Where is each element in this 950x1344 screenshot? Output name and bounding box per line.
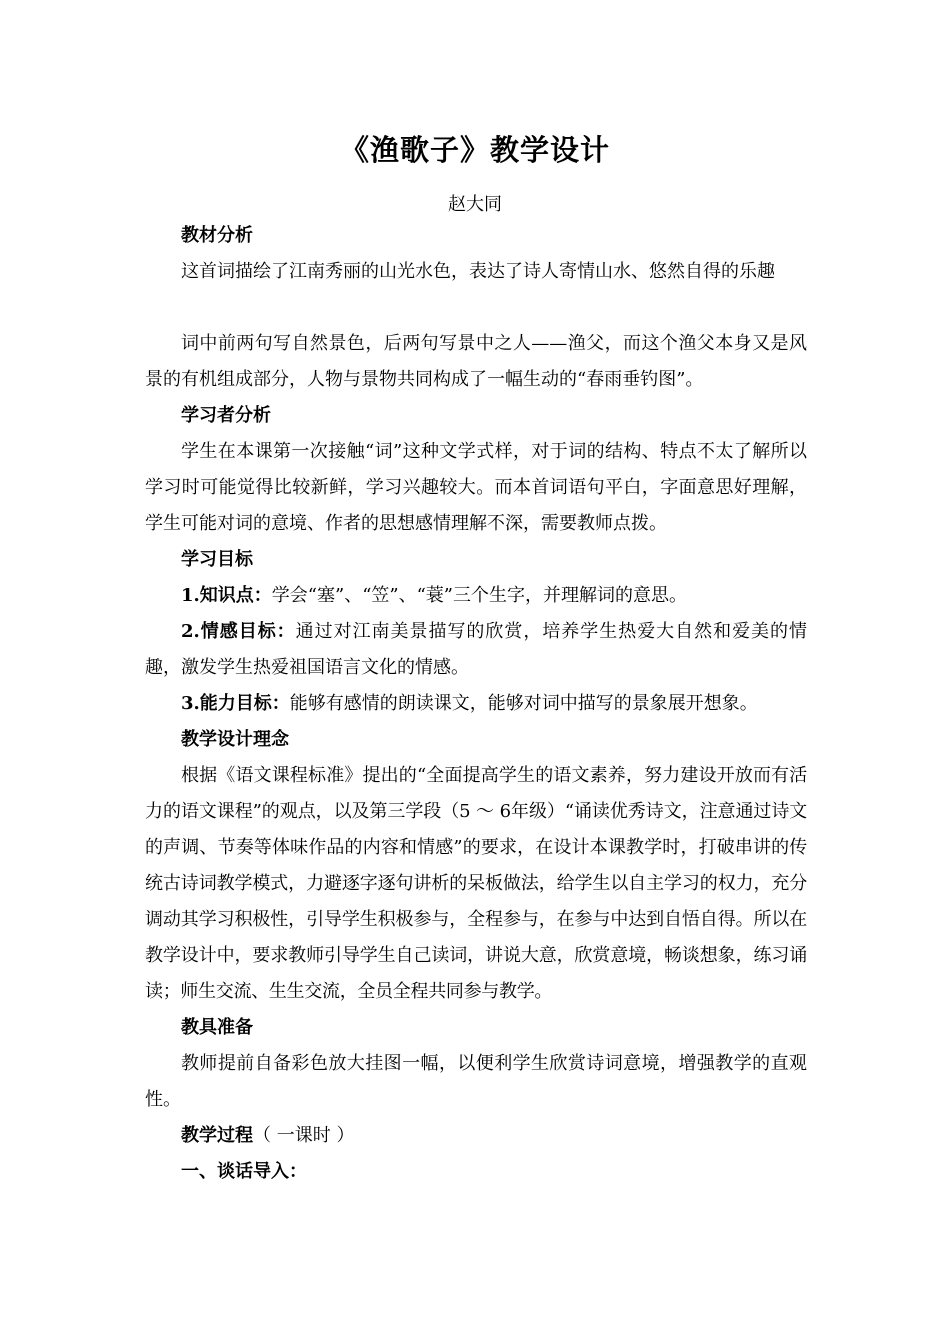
process-line — [145, 1118, 807, 1154]
heading-tools: 教具准备 — [181, 1017, 253, 1038]
process-step-1: 一、谈话导入： — [181, 1161, 307, 1182]
goal-label-1: 1.知识点： — [181, 585, 272, 606]
learner-paragraph: 学生在本课第一次接触“词”这种文学式样，对于词的结构、特点不太了解所以学习时可能觉得比较新鲜，学习兴趣较大。而本首词语句平白，字面意思好理解，学生可能对词的意境、作者的思想感情理解不深，需要教师点拨。 — [145, 441, 807, 534]
material-paragraph-1: 这首词描绘了江南秀丽的山光水色，表达了诗人寄情山水、悠然自得的乐趣 — [181, 261, 775, 282]
author-name: 赵大同 — [448, 194, 502, 215]
goal-text-3: 能够有感情的朗读课文，能够对词中描写的景象展开想象。 — [289, 693, 758, 714]
heading-learner: 学习者分析 — [181, 405, 271, 426]
goal-text-1: 学会“塞”、“笠”、“蓑”三个生字，并理解词的意思。 — [271, 585, 688, 606]
goal-label-3: 3.能力目标： — [181, 693, 290, 714]
goal-item-1 — [145, 578, 807, 614]
heading-material: 教材分析 — [181, 225, 253, 246]
heading-goals: 学习目标 — [181, 549, 253, 570]
concept-paragraph: 根据《语文课程标准》提出的“全面提高学生的语文素养，努力建设开放而有活力的语文课程”的观点，以及第三学段（5 ～ 6年级）“诵读优秀诗文，注意通过诗文的声调、节奏等体味作品的内容和情感”的要求，在设计本课教学时，打破串讲的传统古诗词教学模式，力避逐字逐句讲析的呆板做法，给学生以自主学习的权力，充分调动其学习积极性，引导学生积极参与，全程参与，在参与中达到自悟自得。所以在教学设计中，要求教师引导学生自己读词，讲说大意，欣赏意境，畅谈想象，练习诵读；师生交流、生生交流，全员全程共同参与教学。 — [145, 765, 807, 1002]
goal-item-3 — [145, 686, 807, 722]
goal-text-2: 通过对江南美景描写的欣赏，培养学生热爱大自然和爱美的情趣，激发学生热爱祖国语言文化的情感。 — [145, 621, 808, 678]
goal-label-2: 2.情感目标： — [181, 621, 296, 642]
material-paragraph-2: 词中前两句写自然景色，后两句写景中之人——渔父，而这个渔父本身又是风景的有机组成部分，人物与景物共同构成了一幅生动的“春雨垂钓图”。 — [145, 333, 807, 390]
tools-paragraph: 教师提前自备彩色放大挂图一幅，以便利学生欣赏诗词意境，增强教学的直观性。 — [145, 1053, 807, 1110]
blank-line — [145, 290, 807, 326]
document-title: 《渔歌子》教学设计 — [339, 133, 610, 167]
heading-concept: 教学设计理念 — [181, 729, 289, 750]
process-note: （ 一课时 ） — [253, 1125, 355, 1146]
heading-process: 教学过程 — [181, 1125, 253, 1146]
document-body — [145, 218, 807, 1190]
goal-item-2 — [145, 614, 807, 686]
